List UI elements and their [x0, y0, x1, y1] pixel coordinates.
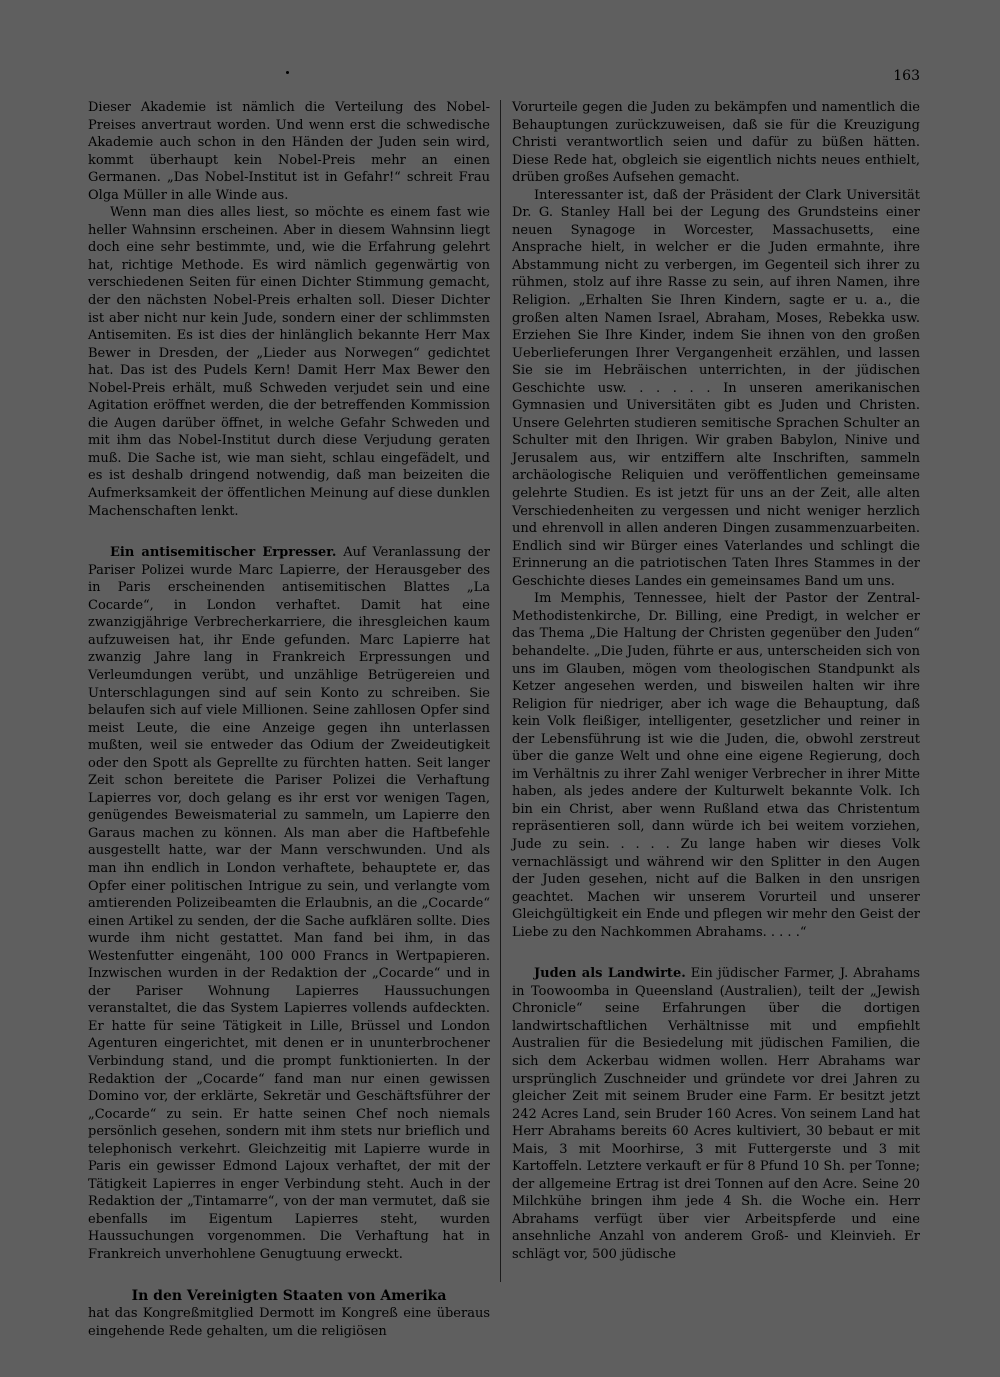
page-number: 163: [893, 68, 920, 84]
right-column: [512, 99, 920, 1264]
column-divider: [500, 100, 501, 1282]
section-body-erpresser: Auf Veranlassung der Pariser Polizei wurde Marc Lapierre, der Herausgeber des in Paris erscheinenden antisemitischen Blattes „La Cocarde“, in London verhaftet. Damit hat eine zwanzigjährige Verbrecherkarriere, die ihresgleichen kaum aufzuweisen hat, ihr Ende gefunden. Marc Lapierre hat zwanzig Jahre lang in Frankreich Erpressungen und Verleumdungen verübt, und unzählige Betrügereien und Unterschlagungen sind auf sein Konto zu schreiben. Sie belaufen sich auf viele Millionen. Seine zahllosen Opfer sind meist Leute, die eine Anzeige gegen ihn unterlassen mußten, weil sie entweder das Odium der Zweideutigkeit oder den Spott als Geprellte zu fürchten hatten. Seit langer Zeit schon bereitete die Pariser Polizei die Verhaftung Lapierres vor, doch gelang es ihr erst vor wenigen Tagen, genügendes Beweismaterial zu sammeln, um Lapierre den Garaus machen zu können. Als man aber die Haftbefehle ausgestellt hatte, war der Mann verschwunden. Und als man ihn endlich in London verhaftete, behauptete er, das Opfer einer politischen Intrigue zu sein, und verlangte vom amtierenden Polizeibeamten die Erlaubnis, an die „Cocarde“ einen Artikel zu senden, der die Sache aufklären sollte. Dies wurde ihm nicht gestattet. Man fand bei ihm, in das Westenfutter eingenäht, 100 000 Francs in Wertpapieren. Inzwischen wurden in der Redaktion der „Cocarde“ und in der Pariser Wohnung Lapierres Haussuchungen veranstaltet, die das System Lapierres vollends aufdeckten. Er hatte für seine Tätigkeit in Lille, Brüssel und London Agenturen eingerichtet, mit denen er in ununterbrochener Verbindung stand, und die prompt funktionierten. In der Redaktion der „Cocarde“ fand man nur einen gewissen Domino vor, der erklärte, Sekretär und Geschäftsführer der „Cocarde“ zu sein. Er hatte seinen Chef noch niemals persönlich gesehen, sondern mit ihm stets nur brieflich und telephonisch verkehrt. Gleichzeitig mit Lapierre wurde in Paris ein gewisser Edmond Lajoux verhaftet, der mit der Tätigkeit Lapierres in enger Verbindung steht. Auch in der Redaktion der „Tintamarre“, von der man vermutet, daß sie ebenfalls im Eigentum Lapierres steht, wurden Haussuchungen vorgenommen. Die Verhaftung hat in Frankreich unverhohlene Genugtuung erweckt.: [88, 545, 490, 1262]
left-paragraph-1: Dieser Akademie ist nämlich die Verteilung des Nobel-Preises anvertraut worden. Und wenn erst die schwedische Akademie auch schon in den Händen der Juden sein wird, kommt überhaupt kein Nobel-Preis mehr an einen Germanen. „Das Nobel-Institut ist in Gefahr!“ schreit Frau Olga Müller in alle Winde aus.: [88, 100, 490, 203]
section-body-landwirte: Ein jüdischer Farmer, J. Abrahams in Toowoomba in Queensland (Australien), teilt der „Jewish Chronicle“ seine Erfahrungen über die dortigen landwirtschaftlichen Verhältnisse mit und empfiehlt Australien für die Besiedelung mit jüdischen Familien, die sich dem Ackerbau widmen wollen. Herr Abrahams war ursprünglich Zuschneider und gründete vor drei Jahren zu gleicher Zeit mit seinem Bruder eine Farm. Er besitzt jetzt 242 Acres Land, sein Bruder 160 Acres. Von seinem Land hat Herr Abrahams bereits 60 Acres kultiviert, 30 bebaut er mit Mais, 3 mit Moorhirse, 3 mit Futtergerste und 3 mit Kartoffeln. Letztere verkauft er für 8 Pfund 10 Sh. per Tonne; der allgemeine Ertrag ist drei Tonnen auf den Acre. Seine 20 Milchkühe bringen ihm jede 4 Sh. die Woche ein. Herr Abrahams verfügt über vier Arbeitspferde und eine ansehnliche Anzahl von anderem Groß- und Kleinvieh. Er schlägt vor, 500 jüdische: [512, 966, 920, 1262]
section-heading-vereinigte-staaten: In den Vereinigten Staaten von Amerika: [131, 1287, 447, 1304]
right-paragraph-1: Vorurteile gegen die Juden zu bekämpfen und namentlich die Behauptungen zurückzuweisen, daß sie für die Kreuzigung Christi verantwortlich seien und dafür zu büßen hätten. Diese Rede hat, obgleich sie eigentlich nichts neues enthielt, drüben großes Aufsehen gemacht.: [512, 100, 920, 186]
section-landwirte: [512, 965, 920, 1263]
right-paragraph-3: Im Memphis, Tennessee, hielt der Pastor der Zentral-Methodistenkirche, Dr. Billing, eine Predigt, in welcher er das Thema „Die Haltung der Christen gegenüber den Juden“ behandelte. „Die Juden, führte er aus, unterscheiden sich von uns im Glauben, mögen vom theologischen Standpunkt als Ketzer angesehen werden, und bisweilen halten wir ihre Religion für niedriger, aber ich wage die Behauptung, daß kein Volk fleißiger, intelligenter, gesetzlicher und reiner in der Lebensführung ist wie die Juden, die, obwohl zerstreut über die ganze Welt und ohne eine eigene Regierung, doch im Verhältnis zu ihrer Zahl weniger Verbrecher in ihrer Mitte haben, als jedes andere der Kulturwelt bekannte Volk. Ich bin ein Christ, aber wenn Rußland etwa das Christentum repräsentieren soll, dann würde ich bei weitem vorziehen, Jude zu sein. . . . . Zu lange haben wir dieses Volk vernachlässigt und während wir den Splitter in den Augen der Juden gesehen, nicht auf die Balken in den unsrigen geachtet. Machen wir unserem Vorurteil und unserer Gleichgültigkeit ein Ende und pflegen wir mehr den Geist der Liebe zu den Nachkommen Abrahams. . . . .“: [512, 591, 920, 940]
section-erpresser: [88, 544, 490, 1263]
left-paragraph-2: Wenn man dies alles liest, so möchte es einem fast wie heller Wahnsinn erscheinen. Aber in diesem Wahnsinn liegt doch eine sehr bestimmte, und, wie die Erfahrung gelehrt hat, richtige Methode. Es wird nämlich gegenwärtig von verschiedenen Seiten für einen Dichter Stimmung gemacht, der den nächsten Nobel-Preis erhalten soll. Dieser Dichter ist aber nicht nur kein Jude, sondern einer der schlimmsten Antisemiten. Es ist dies der hinlänglich bekannte Herr Max Bewer in Dresden, der „Lieder aus Norwegen“ gedichtet hat. Das ist des Pudels Kern! Damit Herr Max Bewer den Nobel-Preis erhält, muß Schweden verjudet sein und eine Agitation eröffnet werden, die der betreffenden Kommission die Augen darüber öffnet, in welche Gefahr Schweden und mit ihm das Nobel-Institut durch diese Verjudung geraten muß. Die Sache ist, wie man sieht, schlau eingefädelt, und es ist deshalb dringend notwendig, daß man beizeiten die Aufmerksamkeit der öffentlichen Meinung auf diese dunklen Machenschaften lenkt.: [88, 205, 490, 519]
section-heading-landwirte: Juden als Landwirte.: [534, 966, 686, 982]
section-body-vereinigte-staaten: hat das Kongreßmitglied Dermott im Kongreß eine überaus eingehende Rede gehalten, um die religiösen: [88, 1306, 490, 1339]
section-heading-erpresser: Ein antisemitischer Erpresser.: [110, 545, 337, 561]
scan-speck: [286, 71, 289, 74]
left-column: [88, 99, 490, 1340]
right-paragraph-2: Interessanter ist, daß der Präsident der Clark Universität Dr. G. Stanley Hall bei der Legung des Grundsteins einer neuen Synagoge in Worcester, Massachusetts, eine Ansprache hielt, in welcher er die Juden ermahnte, ihre Abstammung nicht zu verbergen, im Gegenteil sich ihrer zu rühmen, stolz auf ihre Rasse zu sein, auf ihren Namen, ihre Religion. „Erhalten Sie Ihren Kindern, sagte er u. a., die großen alten Namen Israel, Abraham, Moses, Rebekka usw. Erziehen Sie Ihre Kinder, indem Sie ihnen von den großen Ueberlieferungen Ihrer Vergangenheit erzählen, und lassen Sie sie im Hebräischen unterrichten, in der jüdischen Geschichte usw. . . . . . In unseren amerikanischen Gymnasien und Universitäten gibt es Juden und Christen. Unsere Gelehrten studieren semitische Sprachen Schulter an Schulter mit den Ihrigen. Wir graben Babylon, Ninive und Jerusalem aus, wir entziffern alte Inschriften, sammeln archäologische Reliquien und veröffentlichen gemeinsame gelehrte Studien. Es ist jetzt für uns an der Zeit, alle alten Verschiedenheiten zu vergessen und nicht weniger herzlich und ehrenvoll in allen anderen Dingen zusammenzuarbeiten. Endlich sind wir Bürger eines Vaterlandes und schlingt die Erinnerung an die patriotischen Taten Ihres Stammes in der Geschichte dieses Landes ein gemeinsames Band um uns.: [512, 187, 920, 589]
